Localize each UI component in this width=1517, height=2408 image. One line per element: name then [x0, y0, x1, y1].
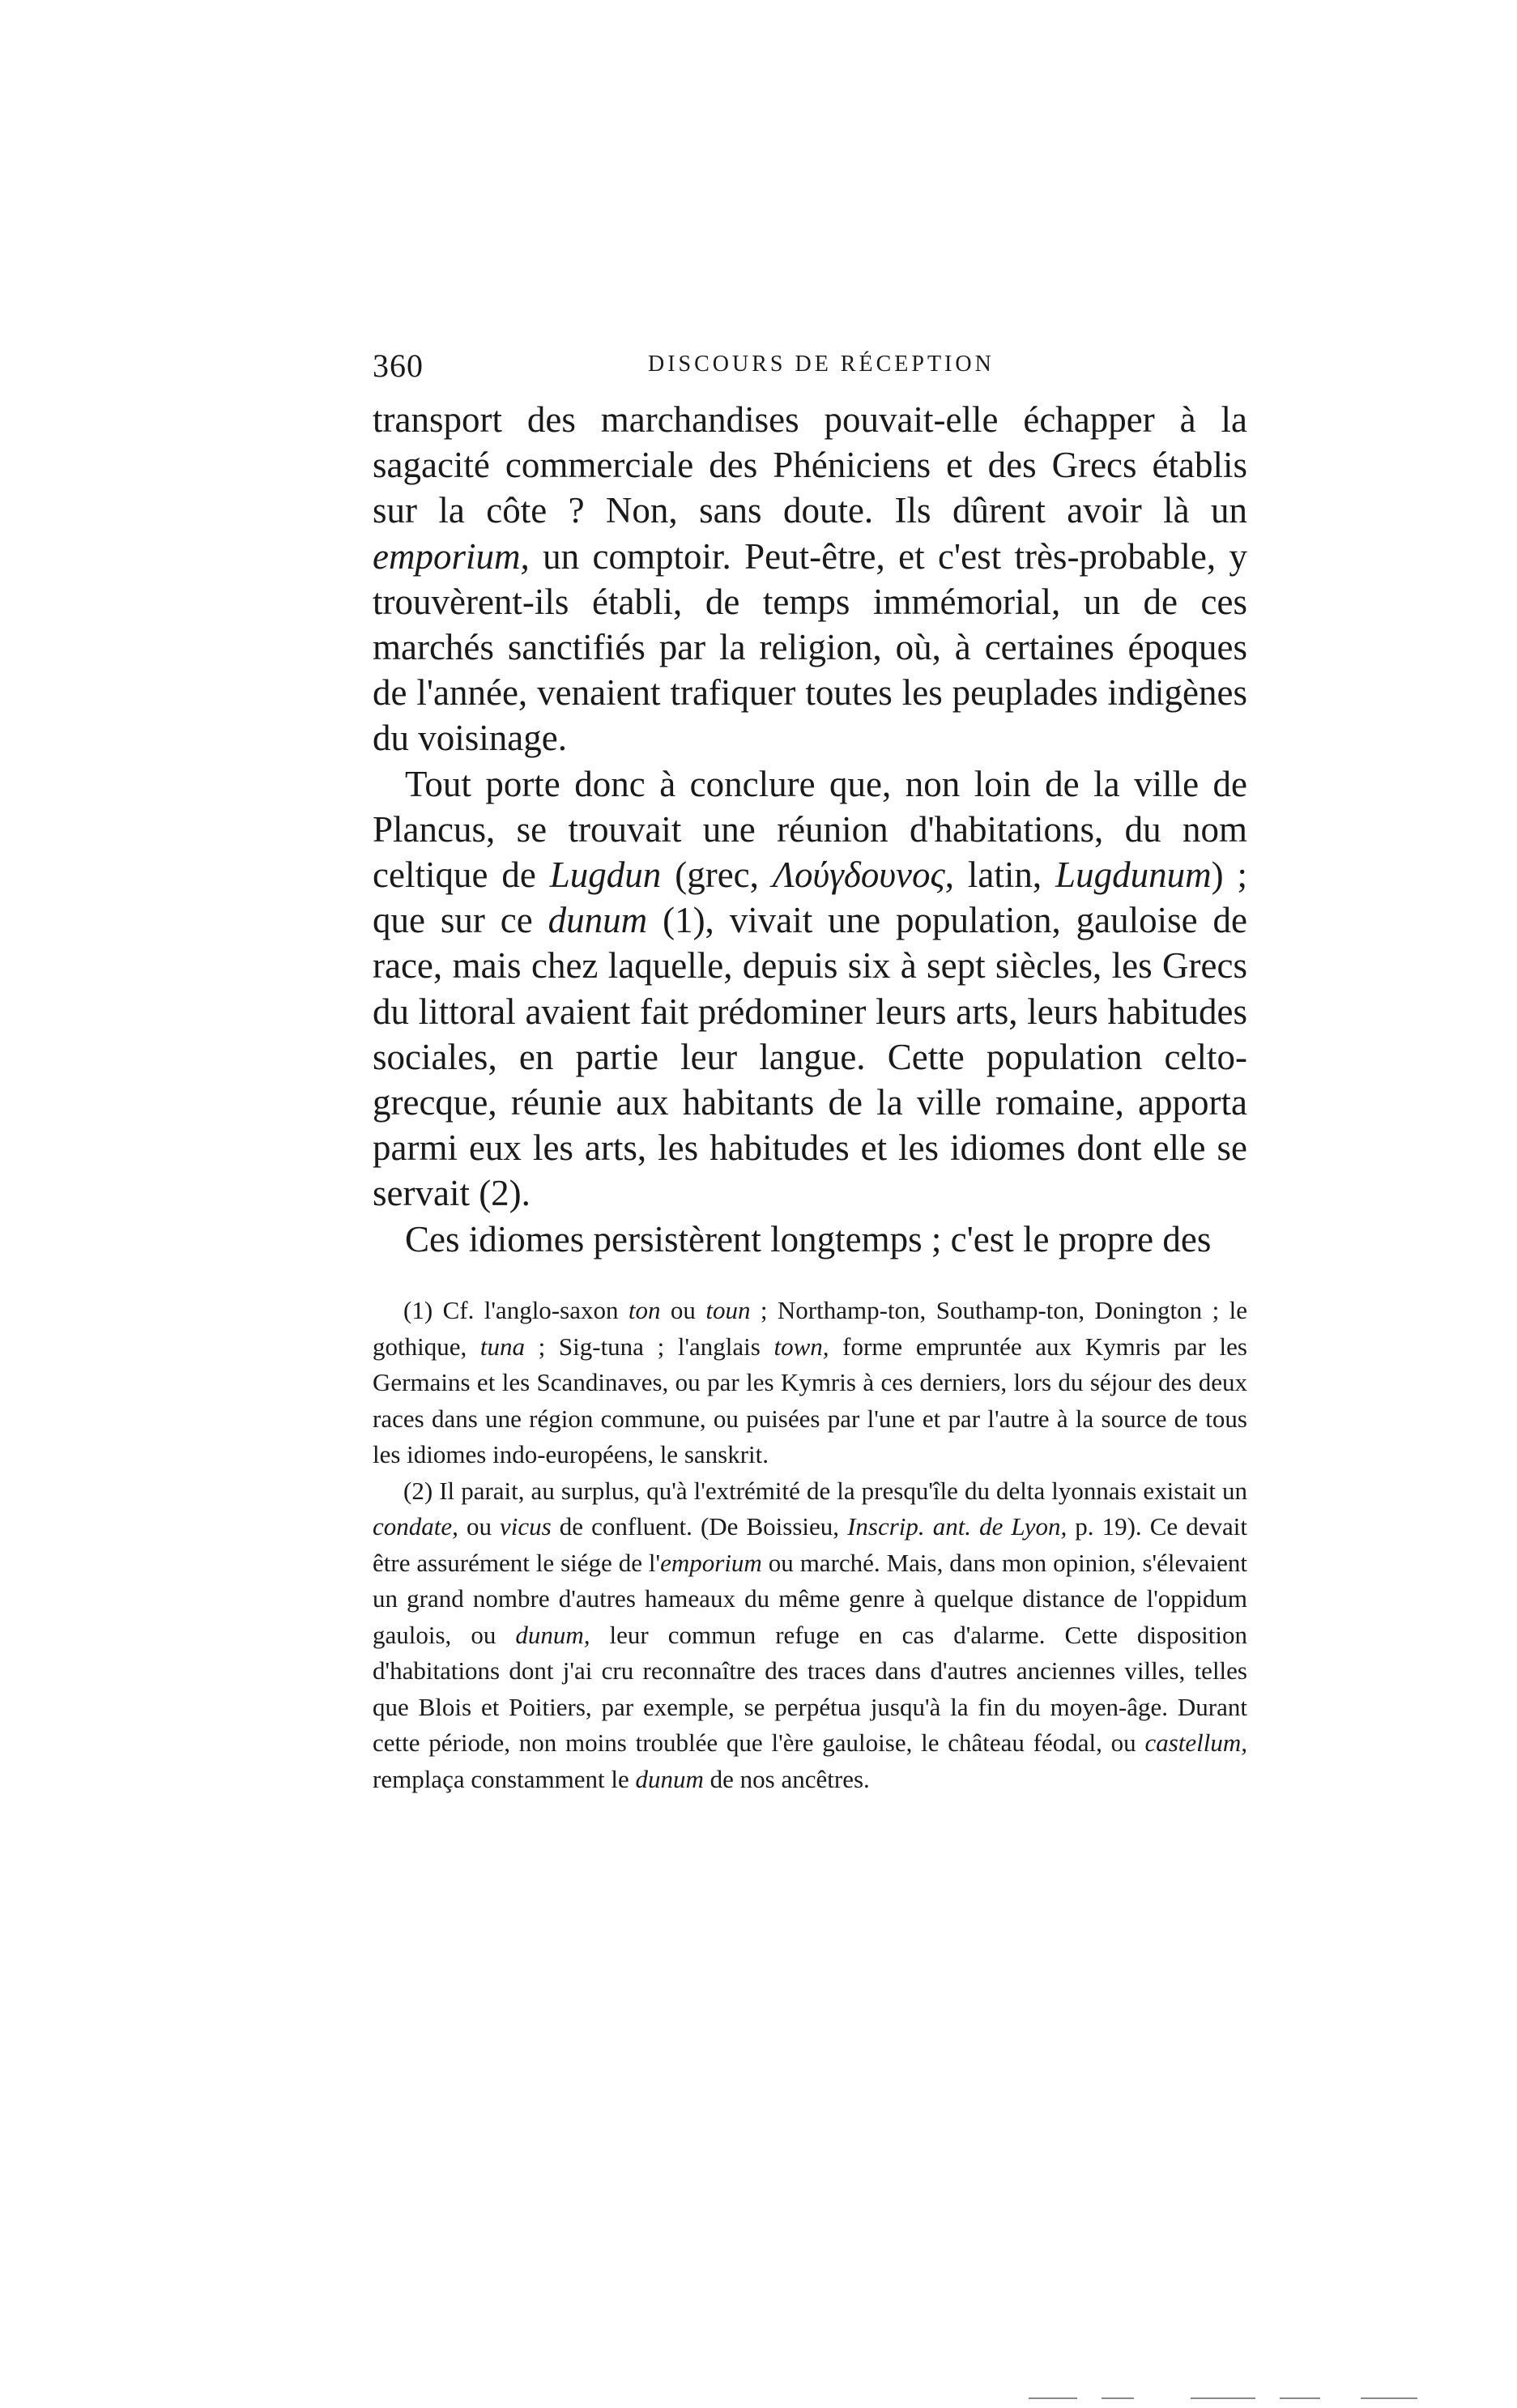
- text-run: ou: [458, 1512, 500, 1541]
- text-run: de confluent. (De Boissieu,: [551, 1512, 848, 1541]
- italic-term: emporium,: [373, 535, 530, 577]
- scan-mark: [1102, 2397, 1134, 2399]
- text-run: transport des marchandises pouvait-elle échapper à la sagacité commerciale des Phéniciens et des Grecs établis sur la côte ? Non, sans doute. Ils dûrent avoir là un: [373, 399, 1247, 531]
- text-run: (grec,: [661, 855, 773, 896]
- text-run: Ces idiomes persistèrent longtemps ; c'est le propre des: [405, 1218, 1212, 1259]
- text-run: ou marché. Mais, dans mon opinion, s'élevaient un grand nombre d'autres hameaux du même genre à quelque distance de l'oppidum gaulois, ou: [373, 1548, 1248, 1649]
- italic-term: Inscrip. ant. de Lyon,: [847, 1512, 1067, 1541]
- footnotes: [373, 1293, 1247, 1797]
- italic-term: dunum: [635, 1764, 704, 1793]
- text-run: , latin,: [944, 855, 1056, 896]
- footnote-2: [373, 1473, 1247, 1798]
- running-head: DISCOURS DE RÉCEPTION: [648, 352, 995, 377]
- text-run: ) ; que sur ce: [373, 855, 1247, 941]
- text-run: ; Northamp-ton, Southamp-ton, Donington ; le gothique,: [373, 1296, 1247, 1361]
- text-run: (1) Cf. l'anglo-saxon: [403, 1296, 629, 1324]
- italic-term: dunum: [548, 900, 648, 941]
- scan-mark: [1191, 2397, 1255, 2399]
- text-run: forme empruntée aux Kymris par les Germains et les Scandinaves, ou par les Kymris à ces derniers, lors du séjour des deux races dans une région commune, ou puisées par l'une et par l'autre à la source de tous les idiomes indo-européens, le sanskrit.: [373, 1332, 1247, 1468]
- paragraph-3: [373, 1217, 1247, 1262]
- italic-term: dunum,: [515, 1620, 590, 1649]
- body-text: [373, 397, 1247, 1262]
- text-run: leur commun refuge en cas d'alarme. Cette disposition d'habitations dont j'ai cru reconnaître des traces dans d'autres anciennes villes, telles que Blois et Poitiers, par exemple, se perpétua jusqu'à la fin du moyen-âge. Durant cette période, non moins troublée que l'ère gauloise, le château féodal, ou: [373, 1620, 1247, 1757]
- text-run: de nos ancêtres.: [703, 1764, 870, 1793]
- italic-term: tuna: [479, 1332, 525, 1361]
- scan-mark: [1280, 2397, 1320, 2399]
- text-run: (1), vivait une population, gauloise de race, mais chez laquelle, depuis six à sept siècles, les Grecs du littoral avaient fait prédominer leurs arts, leurs habitudes sociales, en partie leur langue. Cette population celto-grecque, réunie aux habitants de la ville romaine, apporta parmi eux les arts, les habitudes et les idiomes dont elle se servait (2).: [373, 900, 1248, 1214]
- italic-term: emporium: [660, 1548, 762, 1577]
- greek-term: Λούγδουνος: [772, 855, 945, 896]
- italic-term: condate,: [373, 1512, 458, 1541]
- scan-mark: [1361, 2397, 1417, 2399]
- italic-term: Lugdun: [549, 855, 662, 896]
- italic-term: castellum,: [1144, 1728, 1247, 1757]
- italic-term: town,: [773, 1332, 829, 1361]
- page-number: 360: [373, 347, 424, 384]
- text-run: un comptoir. Peut-être, et c'est très-probable, y trouvèrent-ils établi, de temps immémorial, un de ces marchés sanctifiés par la religion, où, à certaines époques de l'année, venaient trafiquer toutes les peuplades indigènes du voisinage.: [373, 535, 1247, 759]
- italic-term: ton: [628, 1296, 661, 1324]
- paragraph-1: [373, 397, 1247, 761]
- text-run: p. 19). Ce devait être assurément le siége de l': [373, 1512, 1247, 1577]
- page-header: [373, 347, 1247, 395]
- italic-term: toun: [705, 1296, 751, 1324]
- text-run: ou: [660, 1296, 706, 1324]
- paragraph-2: [373, 761, 1247, 1217]
- italic-term: Lugdunum: [1055, 855, 1212, 896]
- scan-mark: [1029, 2397, 1077, 2399]
- text-run: (2) Il parait, au surplus, qu'à l'extrémité de la presqu'île du delta lyonnais existait un: [403, 1476, 1247, 1505]
- italic-term: vicus: [500, 1512, 552, 1541]
- text-run: Tout porte donc à conclure que, non loin de la ville de Plancus, se trouvait une réunion d'habitations, du nom celtique de: [373, 763, 1247, 896]
- text-run: ; Sig-tuna ; l'anglais: [525, 1332, 774, 1361]
- text-run: remplaça constamment le: [373, 1764, 636, 1793]
- footnote-1: [373, 1293, 1247, 1473]
